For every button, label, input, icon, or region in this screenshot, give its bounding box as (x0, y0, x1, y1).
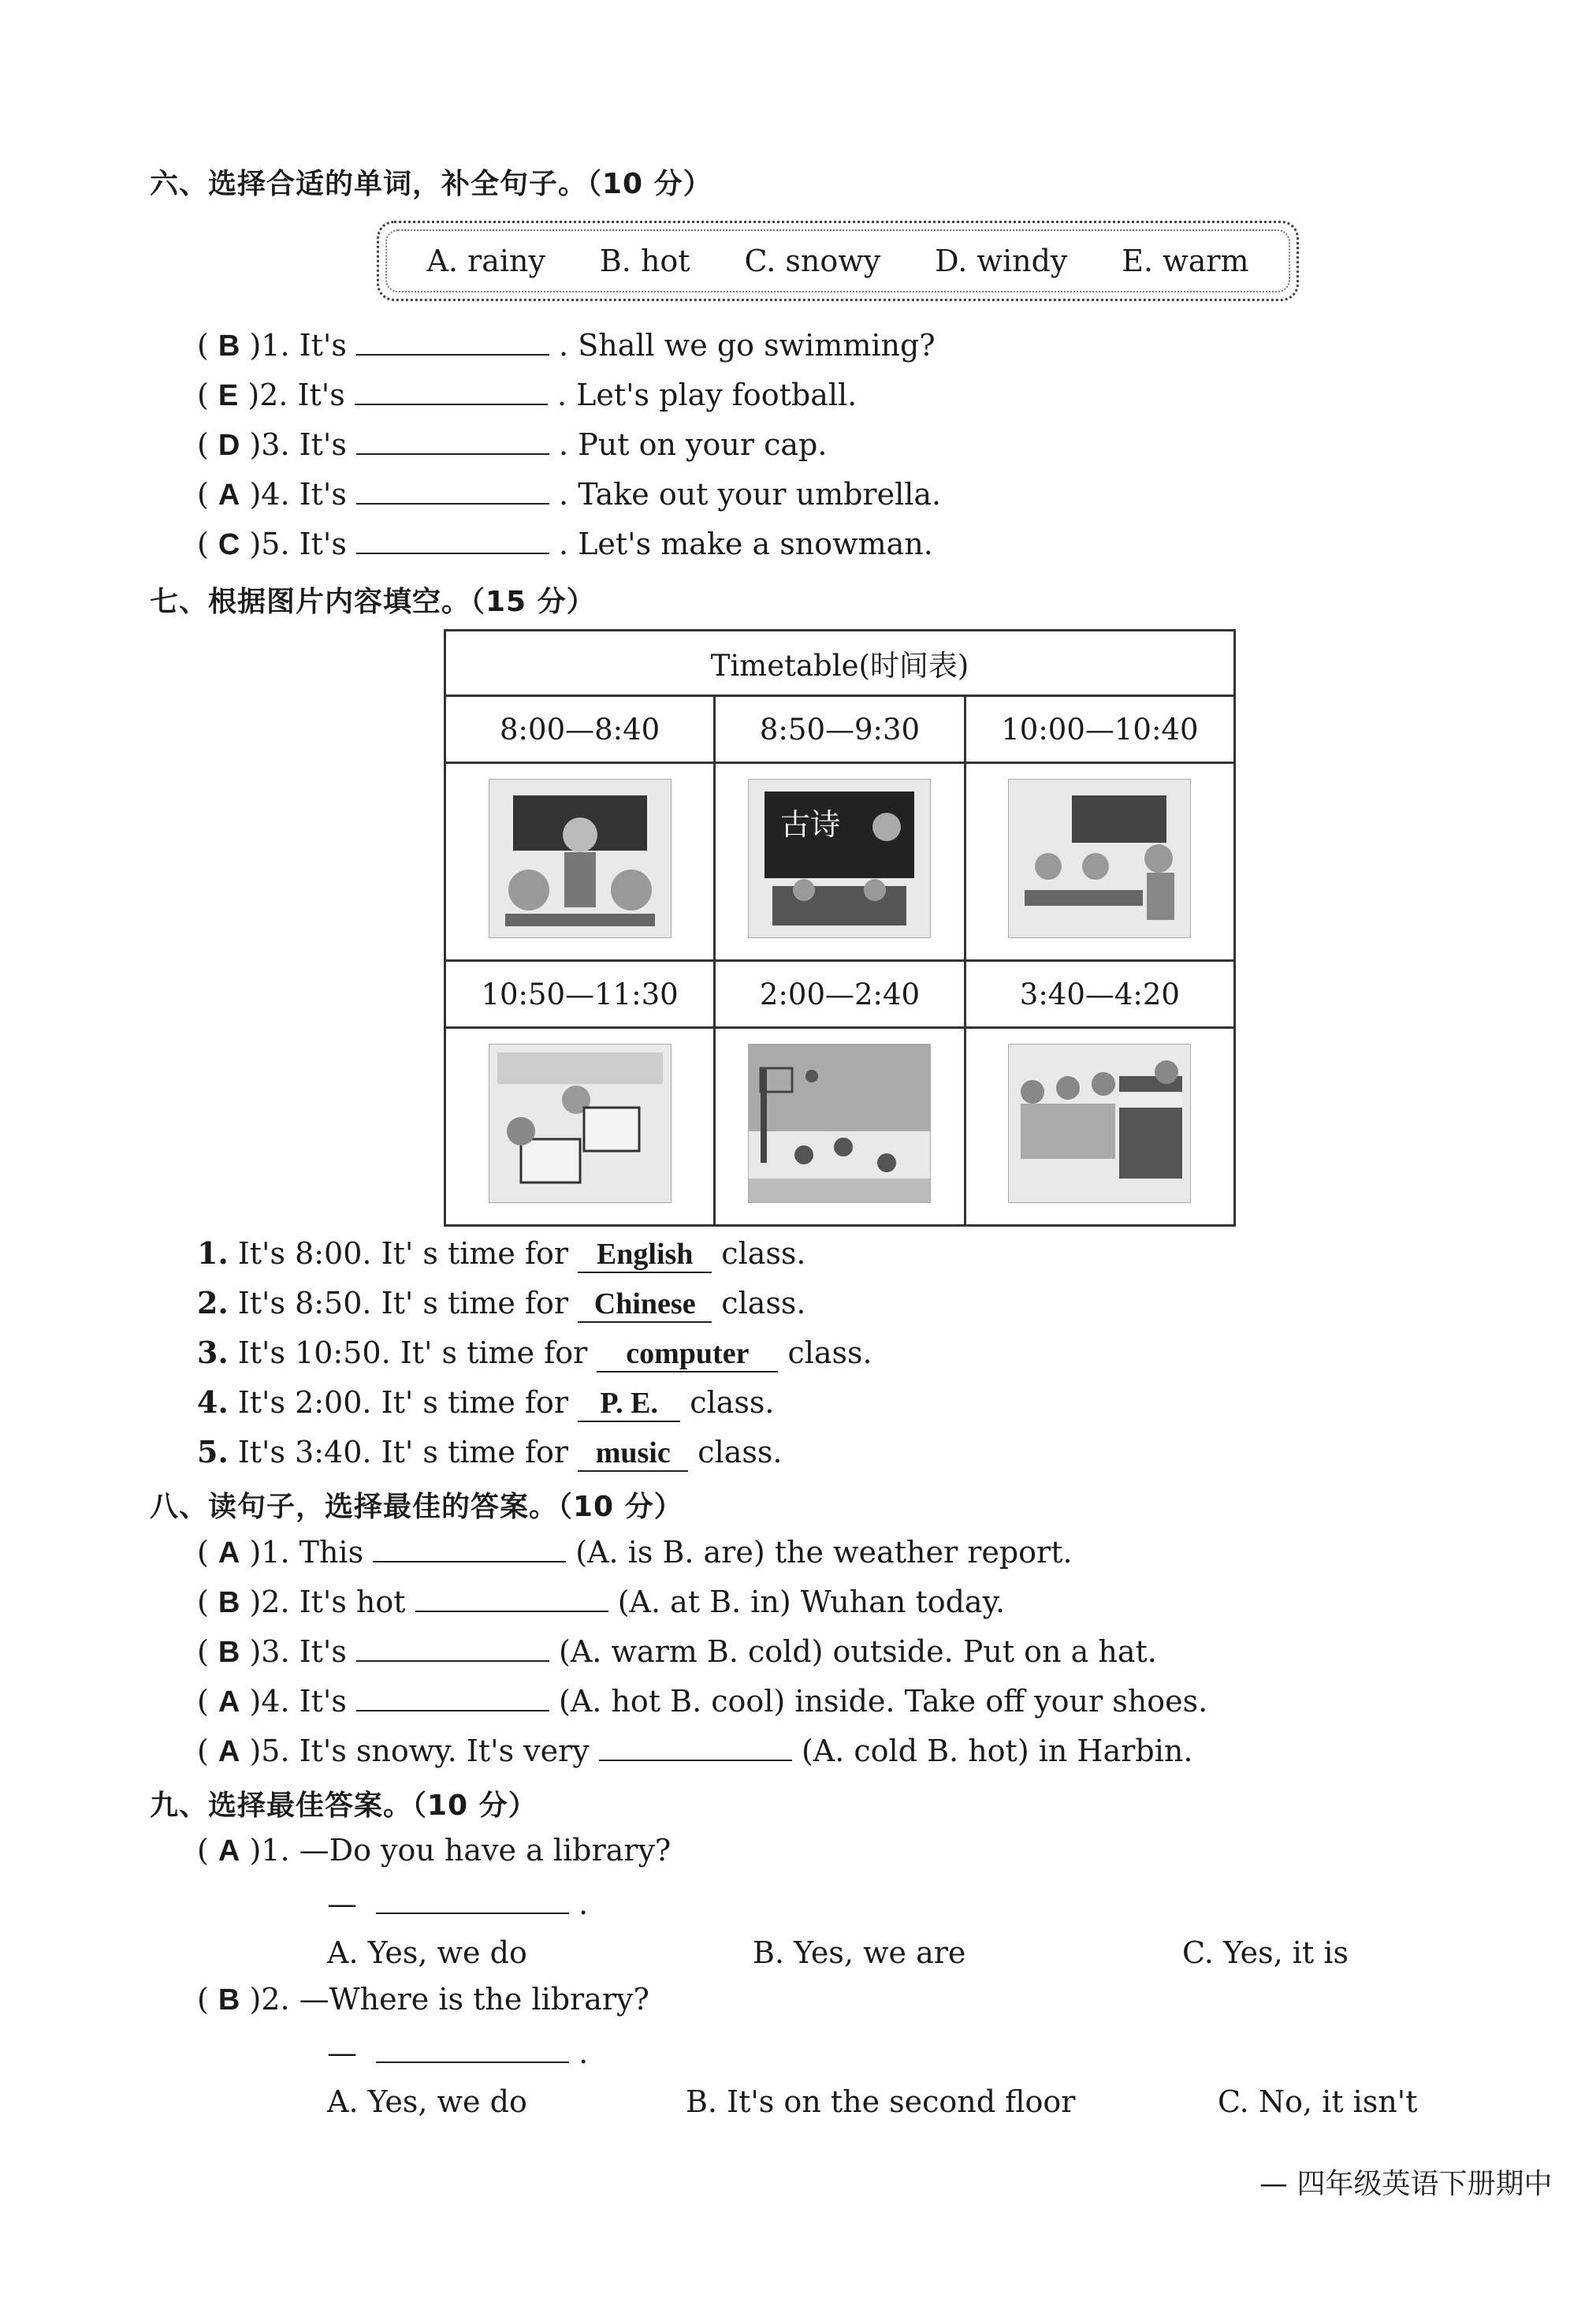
s9-question-1: ( A )1. —Do you have a library? (197, 1833, 672, 1868)
answer-blank[interactable] (356, 426, 549, 455)
answer-mark: B (218, 1586, 240, 1619)
answer-blank[interactable] (356, 1683, 549, 1711)
time-cell: 10:00—10:40 (965, 696, 1234, 763)
time-cell: 10:50—11:30 (445, 961, 715, 1028)
math-class-icon (1008, 779, 1191, 938)
s7-question-3: 3. It's 10:50. It' s time for computer class. (197, 1335, 872, 1372)
word-option: E. warm (1122, 244, 1249, 278)
s6-question-2: ( E )2. It's . Let's play football. (197, 378, 858, 412)
time-cell: 2:00—2:40 (715, 961, 965, 1028)
answer-mark: B (218, 1636, 240, 1669)
s8-question-3: ( B )3. It's (A. warm B. cold) outside. Put on a hat. (197, 1634, 1157, 1669)
time-cell: 8:00—8:40 (445, 696, 715, 763)
svg-text:古诗: 古诗 (780, 807, 841, 842)
s8-question-4: ( A )4. It's (A. hot B. cool) inside. Take off your shoes. (197, 1684, 1208, 1719)
s8-question-5: ( A )5. It's snowy. It's very (A. cold B. hot) in Harbin. (197, 1734, 1193, 1768)
answer-blank[interactable] (376, 1886, 569, 1914)
word-option: C. snowy (744, 244, 881, 278)
s7-question-5: 5. It's 3:40. It' s time for music class. (197, 1434, 782, 1472)
answer-blank[interactable] (356, 1633, 549, 1662)
s9-q1-option-b: B. Yes, we are (753, 1935, 966, 1970)
time-cell: 3:40—4:20 (965, 961, 1234, 1028)
answer-blank[interactable] (376, 2035, 569, 2063)
answer-blank[interactable]: computer (597, 1336, 778, 1372)
s7-question-1: 1. It's 8:00. It' s time for English class. (197, 1235, 805, 1273)
answer-blank[interactable] (356, 476, 549, 505)
answer-blank[interactable] (599, 1733, 792, 1761)
s6-question-1: ( B )1. It's . Shall we go swimming? (197, 328, 936, 363)
page-footer: — 四年级英语下册期中 (1259, 2168, 1553, 2200)
answer-blank[interactable] (356, 327, 549, 356)
section-8-title: 八、读句子，选择最佳的答案。（10 分） (150, 1491, 683, 1523)
word-bank (377, 221, 1299, 301)
s9-q2-option-c: C. No, it isn't (1218, 2084, 1418, 2119)
timetable-title: Timetable(时间表) (445, 631, 1235, 696)
section-6-title: 六、选择合适的单词，补全句子。（10 分） (150, 168, 712, 200)
answer-blank[interactable]: Chinese (578, 1287, 712, 1323)
chinese-poem-class-icon (748, 779, 931, 938)
word-option: B. hot (599, 244, 690, 278)
section-7-title: 七、根据图片内容填空。（15 分） (150, 586, 596, 618)
s7-question-2: 2. It's 8:50. It' s time for Chinese class. (197, 1285, 805, 1323)
s6-question-4: ( A )4. It's . Take out your umbrella. (197, 477, 942, 512)
s9-q1-option-a: A. Yes, we do (327, 1935, 527, 1970)
answer-blank[interactable]: P. E. (578, 1386, 680, 1422)
answer-mark: A (218, 1536, 240, 1570)
answer-mark: D (218, 429, 240, 462)
pe-class-icon (748, 1044, 931, 1203)
answer-mark: B (218, 330, 240, 363)
s7-question-4: 4. It's 2:00. It' s time for P. E. class. (197, 1384, 774, 1422)
s9-q2-option-b: B. It's on the second floor (686, 2084, 1076, 2119)
answer-mark: C (218, 528, 240, 561)
time-cell: 8:50—9:30 (715, 696, 965, 763)
answer-blank[interactable] (415, 1584, 608, 1612)
music-class-icon (1008, 1044, 1191, 1203)
section-9-title: 九、选择最佳答案。（10 分） (150, 1790, 538, 1822)
computer-class-icon (489, 1044, 672, 1203)
s6-question-5: ( C )5. It's . Let's make a snowman. (197, 527, 933, 561)
s6-question-3: ( D )3. It's . Put on your cap. (197, 427, 828, 462)
s8-question-1: ( A )1. This (A. is B. are) the weather report. (197, 1535, 1073, 1570)
answer-blank[interactable] (356, 526, 549, 554)
answer-mark: A (218, 479, 240, 512)
answer-mark: A (218, 1735, 240, 1768)
answer-blank[interactable] (373, 1534, 566, 1562)
s8-question-2: ( B )2. It's hot (A. at B. in) Wuhan today. (197, 1585, 1006, 1619)
word-option: A. rainy (426, 244, 545, 278)
s9-q1-reply: — . (327, 1886, 589, 1921)
answer-mark: A (218, 1685, 240, 1719)
s9-q2-reply: — . (327, 2035, 589, 2070)
s9-q2-option-a: A. Yes, we do (327, 2084, 527, 2119)
answer-blank[interactable]: music (578, 1436, 688, 1472)
s9-q1-option-c: C. Yes, it is (1182, 1935, 1349, 1970)
answer-blank[interactable] (355, 377, 548, 405)
timetable (444, 629, 1236, 1227)
s9-question-2: ( B )2. —Where is the library? (197, 1982, 649, 2017)
answer-mark: B (218, 1983, 240, 2017)
answer-blank[interactable]: English (578, 1237, 712, 1273)
english-class-icon (489, 779, 672, 938)
word-option: D. windy (935, 244, 1068, 278)
answer-mark: A (218, 1834, 240, 1868)
answer-mark: E (218, 379, 239, 412)
